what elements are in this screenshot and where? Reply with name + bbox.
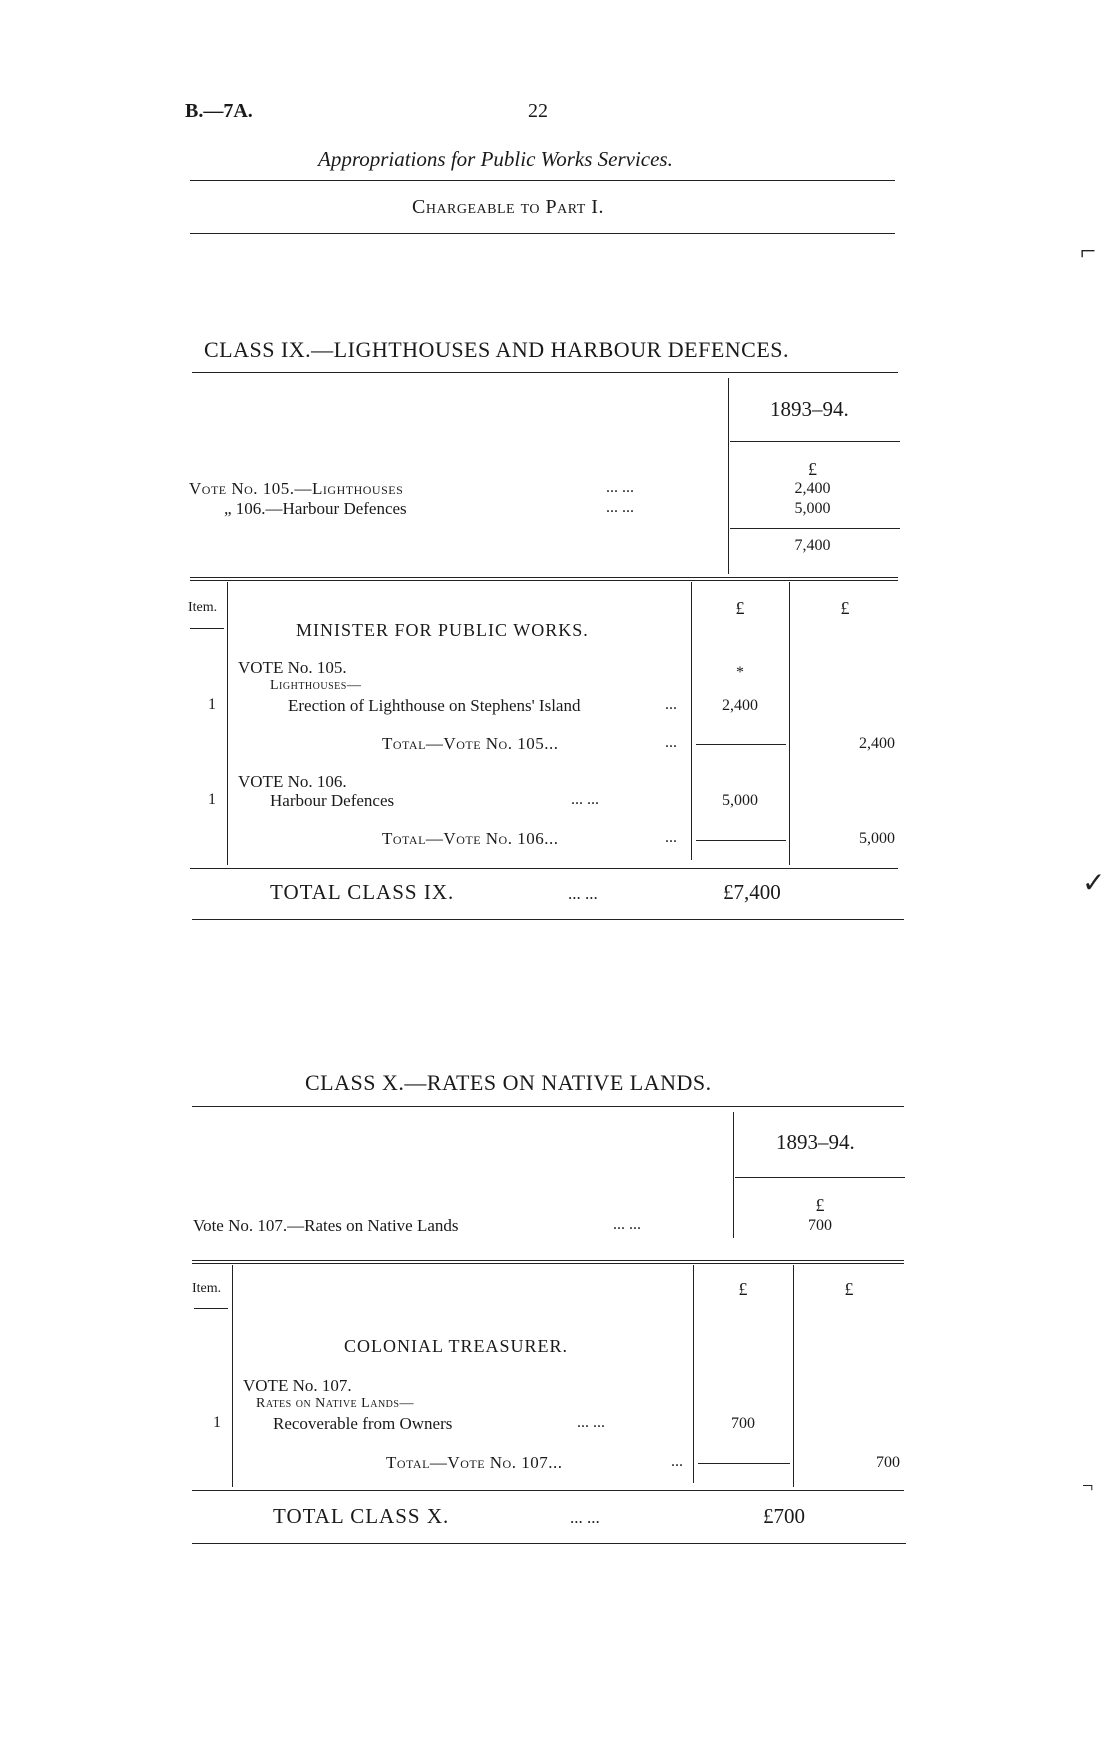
- class10-year: 1893–94.: [776, 1130, 855, 1154]
- vote-total-label: Total—Vote No. 105...: [382, 734, 559, 753]
- margin-mark: ¬: [1082, 1475, 1094, 1497]
- margin-mark: ⌐: [1080, 236, 1096, 267]
- item-header-rule: [194, 1308, 228, 1309]
- class10-heading-rule: [192, 1106, 904, 1107]
- detail-top-rule: [192, 1260, 904, 1261]
- amount-column-divider: [691, 582, 692, 860]
- class9-summary-row-dots: ... ...: [606, 499, 634, 516]
- vote-total-dots: ...: [665, 734, 677, 751]
- detail-bottom-rule: [192, 1490, 904, 1491]
- page-title: Appropriations for Public Works Services.: [318, 147, 673, 171]
- document-reference: B.—7A.: [185, 100, 253, 122]
- item-header: Item.: [192, 1281, 222, 1296]
- item-number: 1: [208, 791, 216, 808]
- summary-total-rule: [730, 528, 900, 529]
- vote-total-amount: 700: [876, 1454, 900, 1471]
- vote-total-rule: [698, 1463, 790, 1464]
- class9-year: 1893–94.: [770, 397, 849, 421]
- subtitle-rule: [190, 233, 895, 234]
- item-description: Recoverable from Owners: [273, 1414, 453, 1433]
- item-amount: 2,400: [722, 697, 758, 714]
- asterisk-note: *: [736, 664, 744, 681]
- detail-top-rule: [190, 577, 898, 578]
- title-rule: [190, 180, 895, 181]
- year-rule: [735, 1177, 905, 1178]
- vote-total-amount: 2,400: [859, 735, 895, 752]
- vote-total-dots: ...: [671, 1453, 683, 1470]
- class9-grand-total-dots: ... ...: [568, 884, 598, 903]
- vote-subheading: Rates on Native Lands—: [256, 1396, 414, 1411]
- vote-total-amount: 5,000: [859, 830, 895, 847]
- class9-summary-divider: [728, 378, 729, 574]
- class10-grand-total-dots: ... ...: [570, 1508, 600, 1527]
- total-column-divider: [789, 582, 790, 865]
- vote-total-label: Total—Vote No. 106...: [382, 829, 559, 848]
- item-header-rule: [190, 628, 224, 629]
- class10-summary-currency: £: [815, 1195, 825, 1215]
- margin-mark: ✓: [1082, 868, 1106, 899]
- item-column-divider: [232, 1265, 233, 1487]
- vote-total-dots: ...: [665, 829, 677, 846]
- vote-heading: VOTE No. 107.: [243, 1376, 352, 1395]
- detail-top-rule: [190, 580, 898, 581]
- vote-heading: VOTE No. 106.: [238, 772, 347, 791]
- class10-summary-divider: [733, 1112, 734, 1238]
- item-description: Erection of Lighthouse on Stephens' Island: [288, 696, 581, 715]
- vote-subheading: Lighthouses—: [270, 678, 362, 693]
- item-number: 1: [213, 1414, 221, 1431]
- item-dots: ... ...: [571, 791, 599, 808]
- class10-summary-row-dots: ... ...: [613, 1216, 641, 1233]
- minister-heading: COLONIAL TREASURER.: [344, 1336, 569, 1356]
- class10-grand-total-amount: £700: [763, 1504, 805, 1528]
- class9-grand-total-label: TOTAL CLASS IX.: [270, 880, 455, 904]
- item-amount: 700: [731, 1415, 755, 1432]
- class9-heading-rule: [192, 372, 898, 373]
- class9-heading: CLASS IX.—LIGHTHOUSES AND HARBOUR DEFENCES.: [204, 337, 789, 362]
- page-subtitle: Chargeable to Part I.: [412, 196, 604, 218]
- class9-summary-currency: £: [808, 459, 817, 479]
- item-header: Item.: [188, 600, 218, 615]
- class9-summary-total: 7,400: [794, 537, 831, 554]
- detail-top-rule: [192, 1263, 904, 1264]
- column-currency: £: [840, 598, 850, 618]
- item-number: 1: [208, 696, 216, 713]
- item-column-divider: [227, 582, 228, 865]
- class10-summary-row-amount: 700: [808, 1217, 832, 1234]
- class9-summary-row-label: „ 106.—Harbour Defences: [224, 499, 407, 518]
- page-number: 22: [528, 100, 548, 122]
- year-rule: [730, 441, 900, 442]
- column-currency: £: [738, 1279, 748, 1299]
- vote-total-rule: [696, 744, 786, 745]
- column-currency: £: [735, 598, 745, 618]
- class9-summary-row-amount: 5,000: [794, 500, 831, 517]
- item-dots: ...: [665, 696, 677, 713]
- class10-summary-row-label: Vote No. 107.—Rates on Native Lands: [193, 1216, 459, 1235]
- class9-end-rule: [192, 919, 904, 920]
- class10-heading: CLASS X.—RATES ON NATIVE LANDS.: [305, 1070, 712, 1095]
- vote-total-label: Total—Vote No. 107...: [386, 1453, 563, 1472]
- class9-grand-total-amount: £7,400: [723, 880, 781, 904]
- item-amount: 5,000: [722, 792, 758, 809]
- class9-summary-row-dots: ... ...: [606, 479, 634, 496]
- class9-summary-row-amount: 2,400: [794, 480, 831, 497]
- vote-heading: VOTE No. 105.: [238, 658, 347, 677]
- class10-end-rule: [192, 1543, 906, 1544]
- detail-bottom-rule: [190, 868, 898, 869]
- minister-heading: MINISTER FOR PUBLIC WORKS.: [296, 620, 589, 640]
- class9-summary-row-label: Vote No. 105.—Lighthouses: [189, 479, 404, 498]
- vote-total-rule: [696, 840, 786, 841]
- item-description: Harbour Defences: [270, 791, 395, 810]
- column-currency: £: [844, 1279, 854, 1299]
- class10-grand-total-label: TOTAL CLASS X.: [273, 1504, 450, 1528]
- item-dots: ... ...: [577, 1414, 605, 1431]
